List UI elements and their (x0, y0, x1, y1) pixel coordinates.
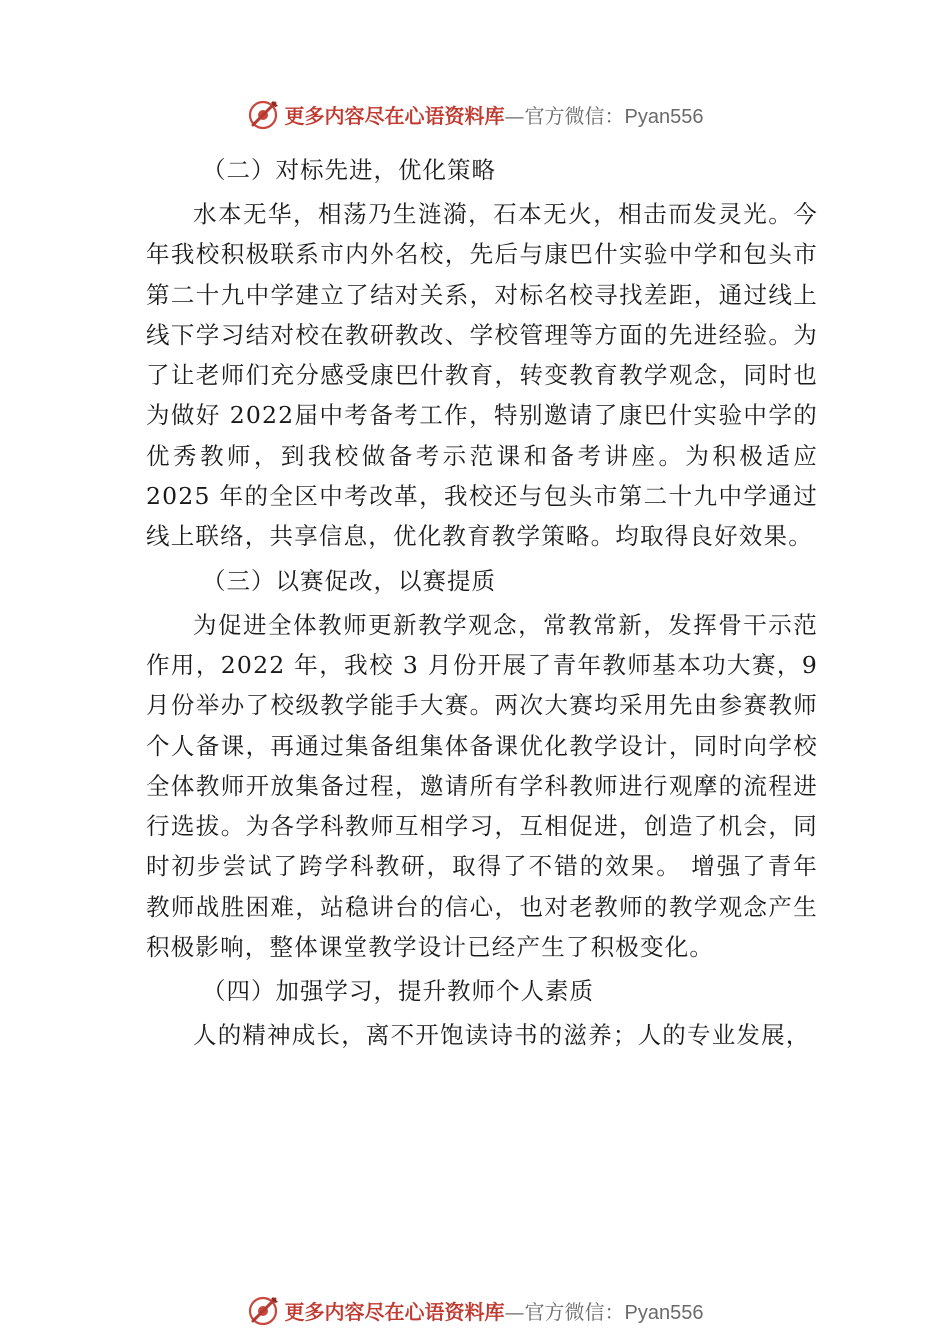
banner-wechat-id: Pyan556 (624, 1301, 704, 1324)
banner-wechat-id: Pyan556 (624, 105, 704, 128)
banner-wechat-label: 官方微信： (524, 1299, 625, 1324)
banner-wechat-label: 官方微信： (524, 103, 625, 128)
banner-main-text: 更多内容尽在心语资料库 (284, 103, 505, 128)
document-body (146, 150, 818, 1056)
banner-dash: — (504, 103, 525, 128)
banner-dash: — (504, 1299, 525, 1324)
header-banner (0, 94, 950, 134)
pen-logo-icon (247, 1293, 281, 1327)
section-heading: （三）以赛促改，以赛提质 (202, 566, 496, 595)
section-paragraph: 人的精神成长，离不开饱读诗书的滋养；人的专业发展， (193, 1021, 811, 1050)
section-paragraph: 水本无华，相荡乃生涟漪，石本无火，相击而发灵光。今年我校积极联系市内外名校，先后与康巴什实验中学和包头市第二十九中学建立了结对关系，对标名校寻找差距，通过线上线下学习结对校在教研教改、学校管理等方面的先进经验。为了让老师们充分感受康巴什教育，转变教育教学观念，同时也为做好 2022届中考备考工作，特别邀请了康巴什实验中学的优秀教师，到我校做备考示范课和备考讲座。为积极适应 2025 年的全区中考改革，我校还与包头市第二十九中学通过线上联络，共享信息，优化教育教学策略。均取得良好效果。 (146, 200, 818, 551)
pen-logo-icon (247, 97, 281, 131)
section-heading: （二）对标先进，优化策略 (202, 156, 496, 184)
footer-banner (0, 1290, 950, 1330)
section-heading: （四）加强学习，提升教师个人素质 (202, 977, 594, 1006)
banner-text (285, 1296, 704, 1325)
banner-text (285, 100, 704, 129)
banner-main-text: 更多内容尽在心语资料库 (284, 1299, 505, 1324)
section-paragraph: 为促进全体教师更新教学观念，常教常新，发挥骨干示范作用，2022 年，我校 3 月份开展了青年教师基本功大赛，9 月份举办了校级教学能手大赛。两次大赛均采用先由参赛教师个人备课，再通过集备组集体备课优化教学设计，同时向学校全体教师开放集备过程，邀请所有学科教师进行观摩的流程进行选拔。为各学科教师互相学习，互相促进，创造了机会，同时初步尝试了跨学科教研，取得了不错的效果。 增强了青年教师战胜困难，站稳讲台的信心，也对老教师的教学观念产生积极影响，整体课堂教学设计已经产生了积极变化。 (146, 610, 818, 962)
